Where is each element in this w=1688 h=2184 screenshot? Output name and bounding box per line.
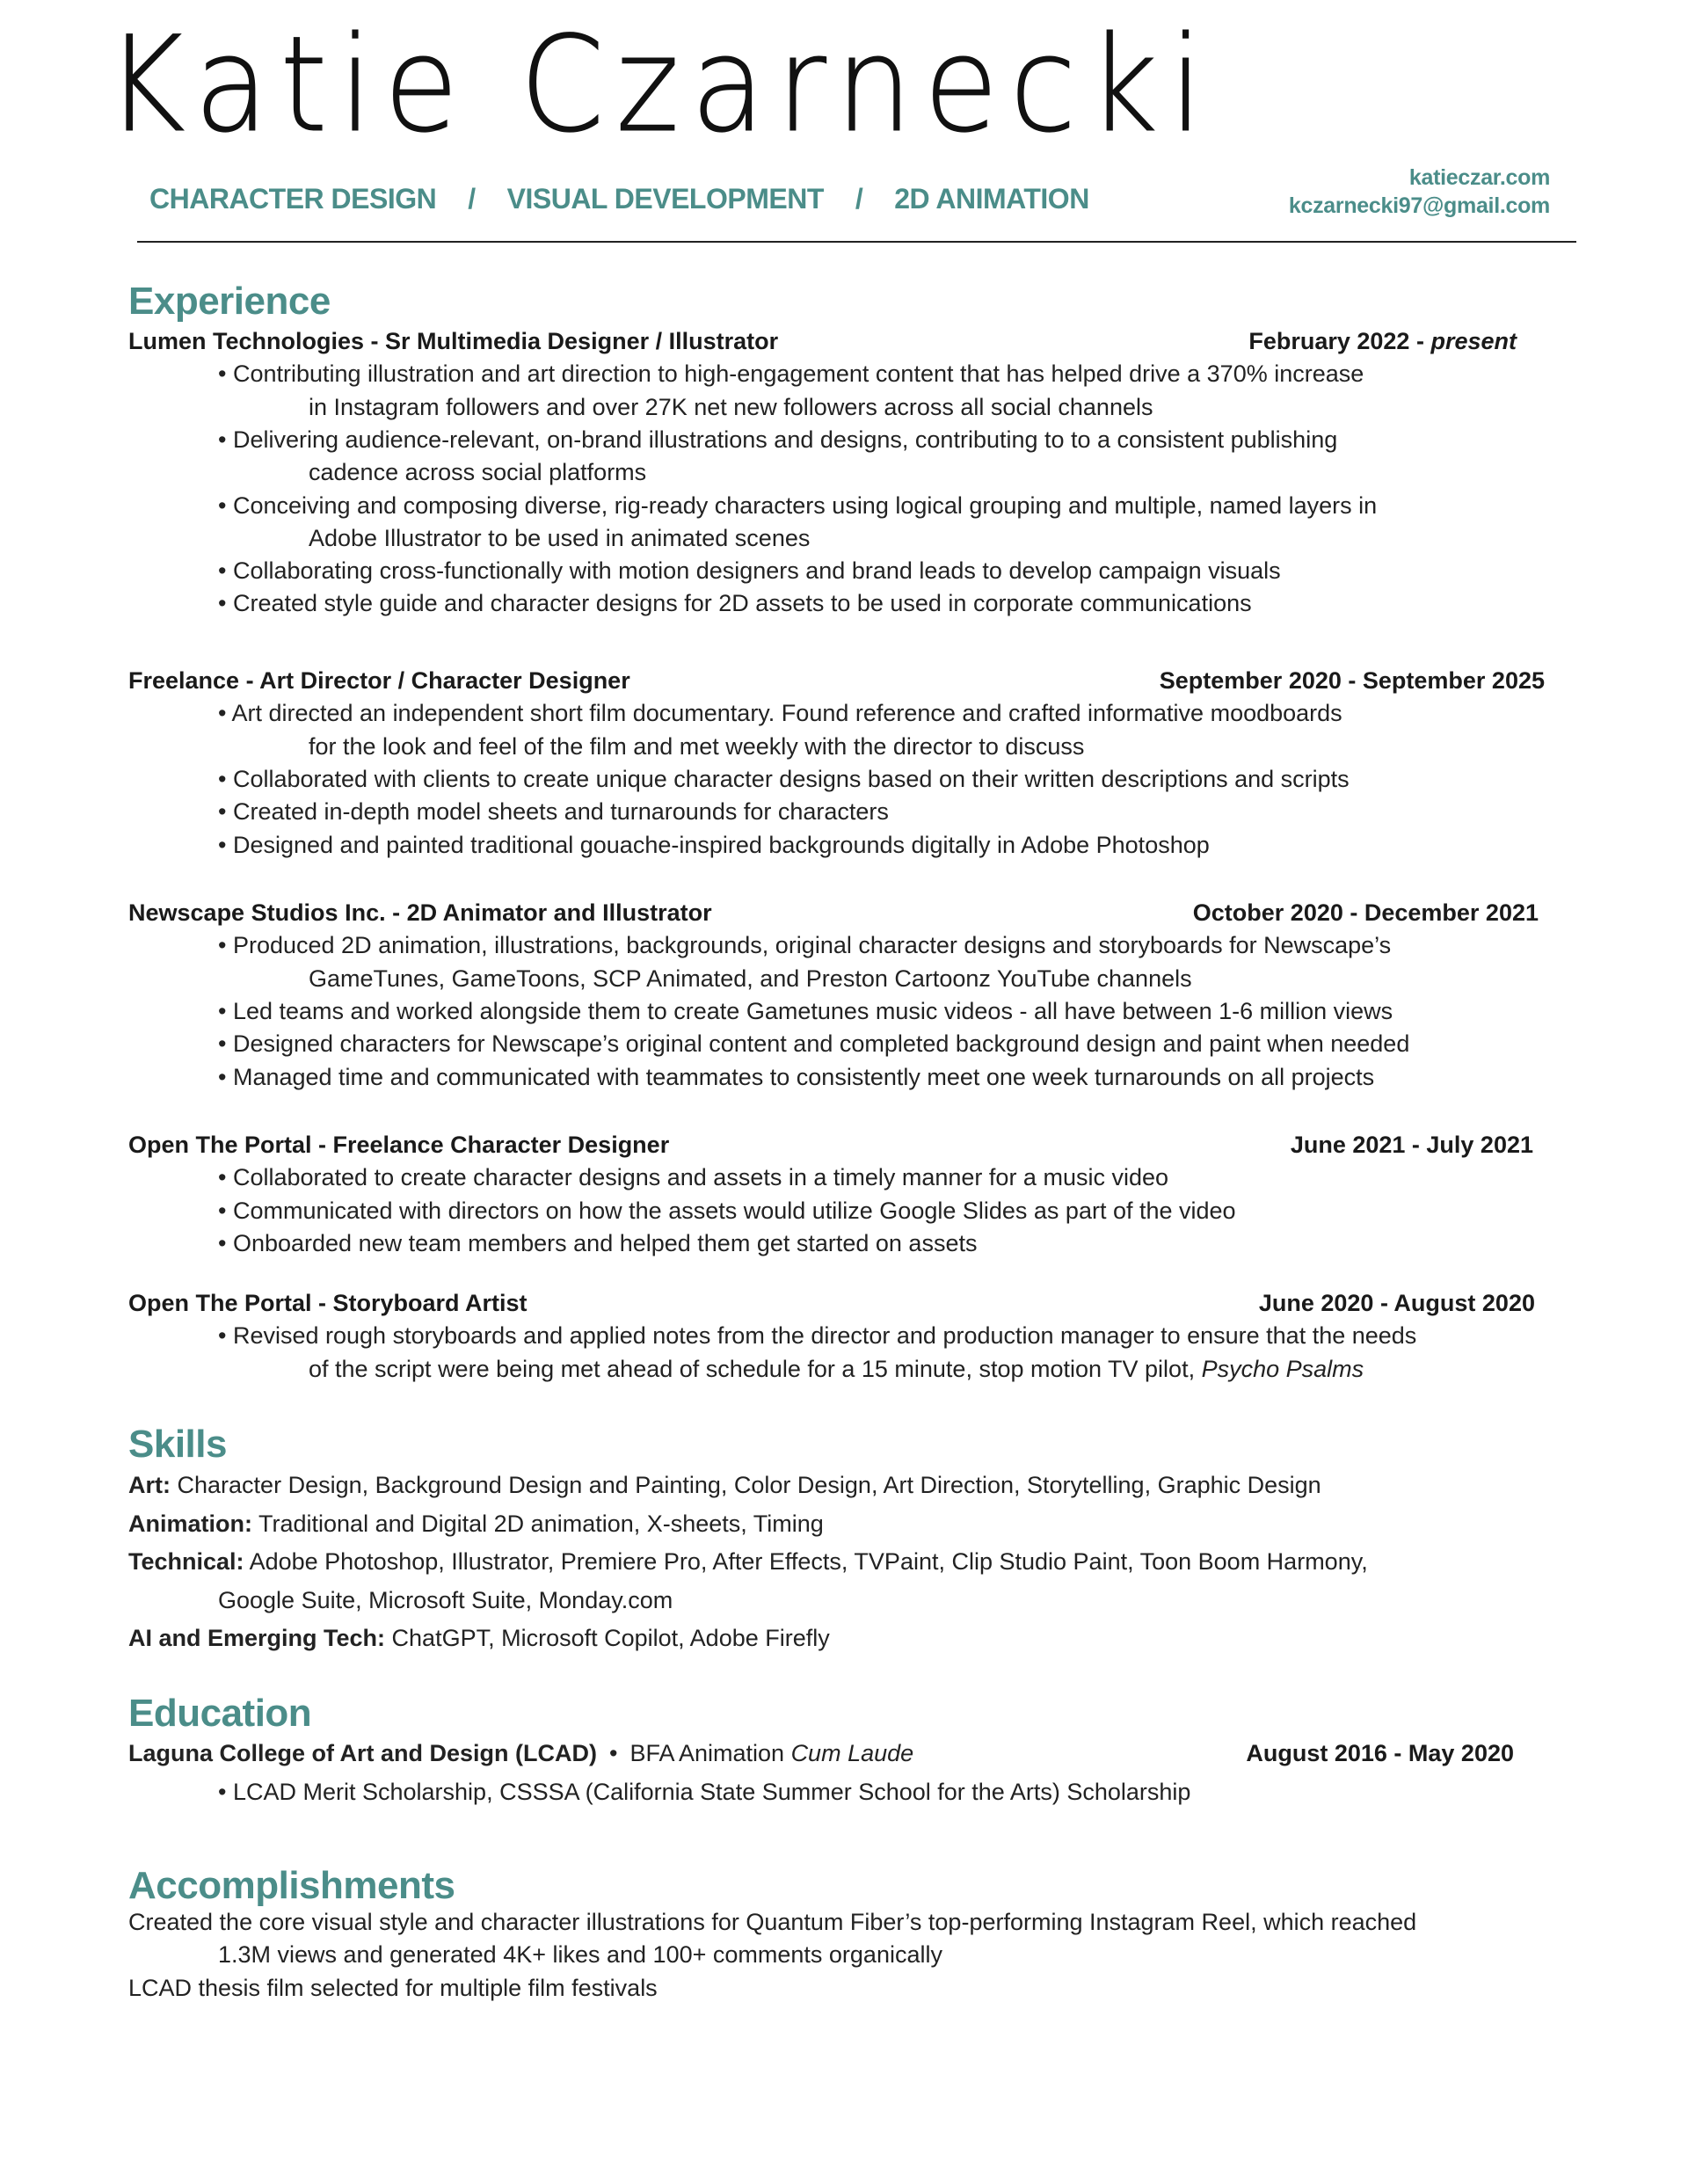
education-bullet (218, 1779, 1190, 1806)
bullet-text: Onboarded new team members and helped them get started on assets (232, 1229, 978, 1256)
job-date (1248, 328, 1517, 355)
section-heading-experience: Experience (128, 280, 331, 323)
bullet-dot: • (218, 765, 233, 792)
bullet-line (218, 590, 1252, 617)
bullet-dot: • (218, 590, 233, 617)
bullet-text: Communicated with directors on how the assets would utilize Google Slides as part of the video (232, 1197, 1236, 1224)
bullet-text: Designed characters for Newscape’s original content and completed background design and paint when needed (232, 1030, 1410, 1058)
skill-value: Traditional and Digital 2D animation, X-sheets, Timing (258, 1510, 824, 1537)
bullet-text: Revised rough storyboards and applied notes from the director and production manager to ensure that the needs (232, 1322, 1417, 1350)
skill-label: Art: (128, 1472, 171, 1498)
bullet-text: Created style guide and character designs for 2D assets to be used in corporate communications (232, 590, 1252, 617)
tagline-item: 2D ANIMATION (894, 183, 1089, 215)
bullet-dot: • (218, 700, 232, 727)
bullet-dot: • (218, 1063, 233, 1090)
bullet-line (218, 1064, 1374, 1091)
degree-honor: Cum Laude (790, 1740, 914, 1766)
bullet-line (218, 1198, 1236, 1225)
bullet-dot: • (218, 426, 233, 453)
bullet-text: Collaborated to create character designs and assets in a timely manner for a music video (232, 1164, 1169, 1191)
bullet-text: Conceiving and composing diverse, rig-ready characters using logical grouping and multiple, named layers in (232, 491, 1378, 519)
bullet-text: Managed time and communicated with teammates to consistently meet one week turnarounds on all projects (232, 1063, 1375, 1090)
bullet-line (309, 965, 1192, 993)
skill-label: Technical: (128, 1548, 244, 1575)
section-heading-education: Education (128, 1692, 312, 1735)
skill-value: Character Design, Background Design and Painting, Color Design, Art Direction, Storytelling, Graphic Design (177, 1472, 1321, 1498)
bullet-line (218, 426, 1337, 454)
bullet-dot: • (218, 1197, 233, 1224)
bullet-text: of the script were being met ahead of schedule for a 15 minute, stop motion TV pilot, (309, 1355, 1202, 1382)
section-heading-skills: Skills (128, 1423, 227, 1466)
accomplishment-line: Created the core visual style and character illustrations for Quantum Fiber’s top-performing Instagram Reel, which reached (128, 1909, 1417, 1935)
bullet-line (218, 700, 1342, 727)
bullet-emphasis: Psycho Psalms (1201, 1355, 1364, 1382)
bullet-text: Collaborating cross-functionally with motion designers and brand leads to develop campaign visuals (232, 557, 1281, 585)
bullet-line (218, 557, 1281, 585)
skill-line (128, 1548, 1368, 1576)
bullet-text: Art directed an independent short film documentary. Found reference and crafted informative moodboards (231, 700, 1342, 727)
degree: BFA Animation (629, 1740, 791, 1766)
bullet-dot: • (218, 1030, 233, 1058)
job-date-text: June 2020 - August 2020 (1258, 1290, 1535, 1316)
education-date: August 2016 - May 2020 (1246, 1740, 1514, 1766)
bullet-line (218, 1322, 1416, 1350)
job-date-text: October 2020 - December 2021 (1192, 899, 1539, 926)
bullet-dot: • (218, 1229, 233, 1256)
job-title: Open The Portal - Freelance Character Designer (128, 1132, 670, 1158)
accomplishment-line: LCAD thesis film selected for multiple film festivals (128, 1974, 658, 2001)
skill-value: ChatGPT, Microsoft Copilot, Adobe Firefly (391, 1625, 830, 1651)
skill-line (128, 1625, 830, 1652)
job-title: Open The Portal - Storyboard Artist (128, 1290, 528, 1316)
bullet-text: GameTunes, GameToons, SCP Animated, and Preston Cartoonz YouTube channels (309, 965, 1192, 992)
job-date-text: June 2021 - July 2021 (1290, 1132, 1533, 1158)
bullet-dot: • (218, 997, 233, 1024)
bullet-text: Designed and painted traditional gouache-inspired backgrounds digitally in Adobe Photoshop (232, 831, 1210, 858)
bullet-text: Delivering audience-relevant, on-brand illustrations and designs, contributing to to a consistent publishing (232, 426, 1338, 453)
bullet-text: in Instagram followers and over 27K net new followers across all social channels (309, 393, 1153, 420)
bullet-dot: • (218, 360, 233, 388)
skill-line (128, 1472, 1321, 1499)
bullet-text: cadence across social platforms (309, 459, 647, 486)
skill-line (218, 1587, 673, 1614)
bullet-line (309, 459, 646, 486)
education-entry (128, 1740, 913, 1767)
tagline-item: CHARACTER DESIGN (149, 183, 437, 215)
bullet-line (309, 525, 810, 552)
accomplishment-line: 1.3M views and generated 4K+ likes and 100+ comments organically (218, 1941, 942, 1969)
bullet-line (309, 394, 1153, 421)
bullet-dot: • (218, 1164, 233, 1191)
job-date-emphasis: present (1430, 328, 1517, 354)
website-link[interactable]: katieczar.com (1408, 165, 1550, 190)
skill-label: Animation: (128, 1510, 252, 1537)
bullet-line (218, 1230, 977, 1257)
email-link[interactable]: kczarnecki97@gmail.com (1288, 193, 1550, 218)
bullet-text: for the look and feel of the film and met weekly with the director to discuss (309, 732, 1085, 760)
tagline (149, 183, 1089, 215)
signature-logo: Katie Czarnecki (106, 9, 1215, 162)
tagline-separator: / (855, 183, 863, 215)
job-title: Newscape Studios Inc. - 2D Animator and Illustrator (128, 899, 712, 926)
bullet-line (309, 1356, 1364, 1383)
bullet-line (218, 998, 1393, 1025)
bullet-line (218, 798, 889, 826)
bullet-line (218, 360, 1364, 388)
bullet-dot: • (218, 557, 233, 585)
bullet-text: Collaborated with clients to create unique character designs based on their written descriptions and scripts (232, 765, 1350, 792)
job-date (1160, 667, 1545, 695)
tagline-separator: / (468, 183, 476, 215)
bullet-text: LCAD Merit Scholarship, CSSSA (California State Summer School for the Arts) Scholarship (232, 1779, 1191, 1805)
bullet-text: Created in-depth model sheets and turnarounds for characters (232, 798, 889, 826)
skill-line (128, 1511, 824, 1538)
job-date (1291, 1132, 1533, 1159)
bullet-text: Produced 2D animation, illustrations, backgrounds, original character designs and storyboards for Newscape’s (232, 932, 1392, 959)
tagline-item: VISUAL DEVELOPMENT (506, 183, 824, 215)
job-title: Lumen Technologies - Sr Multimedia Designer / Illustrator (128, 328, 779, 354)
job-date-text: February 2022 - (1248, 328, 1431, 354)
bullet-text: Contributing illustration and art direction to high-engagement content that has helped drive a 370% increase (232, 360, 1364, 388)
bullet-text: Led teams and worked alongside them to create Gametunes music videos - all have between 1-6 million views (232, 997, 1393, 1024)
section-heading-accomplishments: Accomplishments (128, 1864, 455, 1907)
bullet-text: Adobe Illustrator to be used in animated scenes (309, 524, 811, 551)
bullet-dot: • (218, 1322, 233, 1350)
bullet-dot: • (218, 491, 233, 519)
bullet-dot: • (218, 1779, 233, 1805)
skill-label: AI and Emerging Tech: (128, 1625, 386, 1651)
bullet-line (218, 832, 1210, 859)
school-name: Laguna College of Art and Design (LCAD) (128, 1740, 597, 1766)
skill-value: Adobe Photoshop, Illustrator, Premiere Pro, After Effects, TVPaint, Clip Studio Paint, Toon Boom Harmony, (249, 1548, 1368, 1575)
bullet-dot: • (218, 798, 233, 826)
job-title: Freelance - Art Director / Character Designer (128, 667, 630, 694)
bullet-line (218, 932, 1391, 959)
header-divider (137, 241, 1576, 243)
job-date (1259, 1290, 1535, 1317)
bullet-line (309, 733, 1084, 761)
bullet-line (218, 492, 1377, 520)
separator-dot: • (609, 1740, 618, 1766)
bullet-line (218, 1164, 1168, 1191)
job-date (1193, 899, 1539, 927)
skill-value: Google Suite, Microsoft Suite, Monday.com (218, 1586, 673, 1613)
job-date-text: September 2020 - September 2025 (1159, 667, 1545, 694)
bullet-line (218, 1030, 1409, 1058)
bullet-line (218, 766, 1350, 793)
bullet-dot: • (218, 831, 233, 858)
bullet-dot: • (218, 932, 233, 959)
